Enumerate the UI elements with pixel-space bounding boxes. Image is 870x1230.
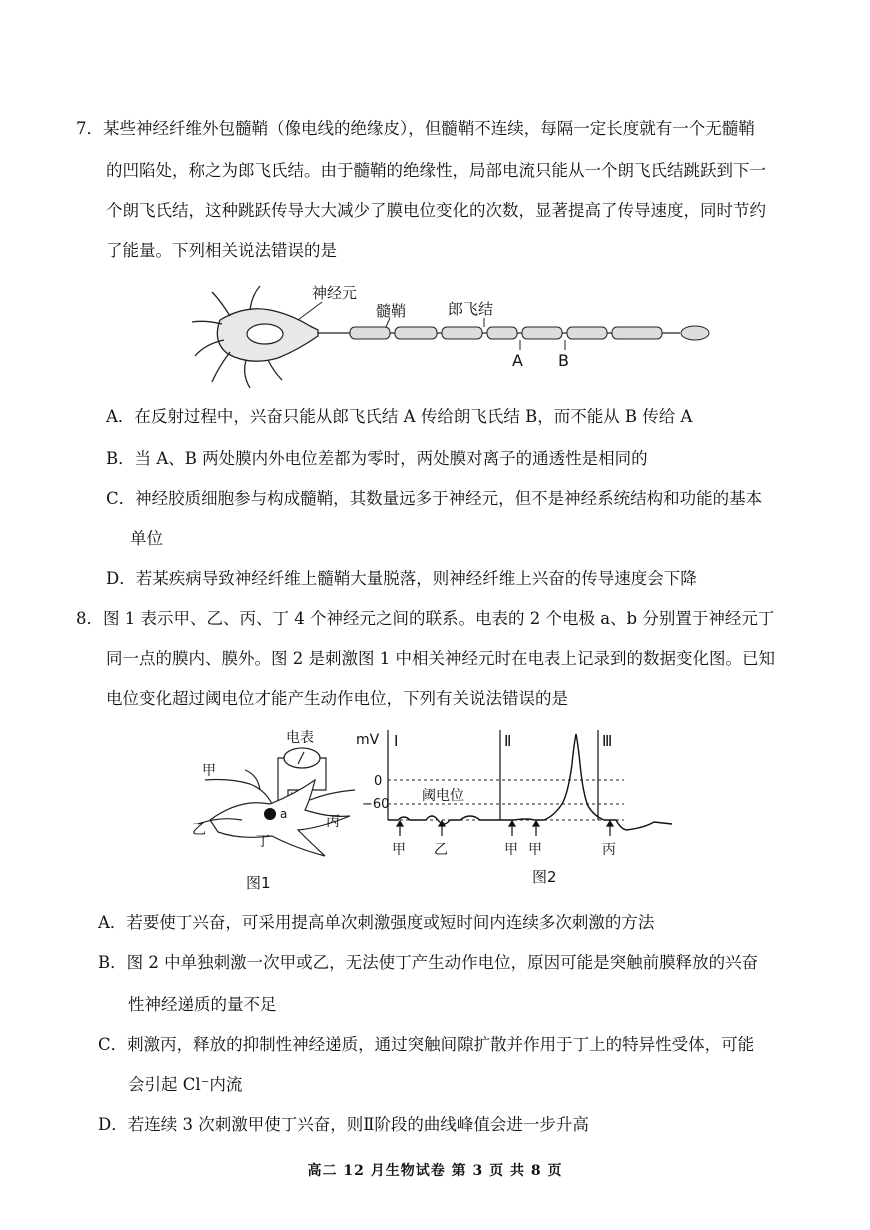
- tick-zero: 0: [374, 774, 383, 789]
- stim-yi: 乙: [434, 842, 448, 858]
- q7-line-4: 了能量。下列相关说法错误的是: [106, 241, 337, 260]
- label-B: B: [558, 351, 569, 370]
- q7-line-1: 7．某些神经纤维外包髓鞘（像电线的绝缘皮），但髓鞘不连续，每隔一定长度就有一个无髓鞘: [76, 119, 755, 138]
- q7-line-3: 个朗飞氏结，这种跳跃传导大大减少了膜电位变化的次数，显著提高了传导速度，同时节约: [106, 201, 766, 220]
- stim-bing: 丙: [602, 842, 616, 858]
- meter-icon: [284, 748, 320, 768]
- neuron-figure: [190, 280, 720, 390]
- label-myelin: 髓鞘: [376, 302, 407, 320]
- stage-2: Ⅱ: [504, 732, 512, 750]
- q8-option-b: B．图 2 中单独刺激一次甲或乙，无法使丁产生动作电位，原因可能是突触前膜释放的兴奋: [98, 953, 759, 972]
- stage-1: Ⅰ: [394, 732, 399, 750]
- q8-option-c: C．刺激丙，释放的抑制性神经递质，通过突触间隙扩散并作用于丁上的特异性受体，可能: [98, 1035, 755, 1054]
- q7-line-2: 的凹陷处，称之为郎飞氏结。由于髓鞘的绝缘性，局部电流只能从一个朗飞氏结跳跃到下一: [106, 161, 766, 180]
- figure-2: [354, 724, 684, 864]
- neuron-nucleus: [247, 324, 283, 344]
- q8-option-c-cont: 会引起 Cl⁻内流: [128, 1075, 243, 1094]
- q7-option-b: B．当 A、B 两处膜内外电位差都为零时，两处膜对离子的通透性是相同的: [106, 449, 648, 468]
- label-yi: 乙: [192, 822, 206, 838]
- label-a: a: [280, 807, 288, 821]
- label-unit: mV: [356, 732, 380, 748]
- stim-jia-2: 甲: [504, 842, 518, 858]
- myelin-segments: [350, 327, 662, 339]
- q8-line-2: 同一点的膜内、膜外。图 2 是刺激图 1 中相关神经元时在电表上记录到的数据变化图。已知: [106, 649, 775, 668]
- label-neuron: 神经元: [312, 284, 358, 302]
- label-node: 郎飞结: [448, 300, 494, 318]
- label-bing: 丙: [326, 814, 340, 830]
- neuron-jia-axon: [205, 780, 272, 805]
- q7-option-a: A．在反射过程中，兴奋只能从郎飞氏结 A 传给朗飞氏结 B，而不能从 B 传给 A: [106, 407, 693, 426]
- stage-3: Ⅲ: [602, 732, 613, 750]
- page-footer: 高二 12 月生物试卷 第 3 页 共 8 页: [307, 1163, 563, 1179]
- q8-line-1: 8．图 1 表示甲、乙、丙、丁 4 个神经元之间的联系。电表的 2 个电极 a、b 分别置于神经元丁: [76, 609, 775, 628]
- q7-option-d: D．若某疾病导致神经纤维上髓鞘大量脱落，则神经纤维上兴奋的传导速度会下降: [106, 569, 697, 588]
- q8-option-a: A．若要使丁兴奋，可采用提高单次刺激强度或短时间内连续多次刺激的方法: [98, 913, 655, 932]
- q7-option-c-cont: 单位: [130, 529, 163, 548]
- figure-1-caption: 图1: [246, 874, 271, 892]
- axon-terminal: [681, 326, 709, 340]
- label-jia: 甲: [202, 763, 216, 779]
- neuron-bing-axon: [310, 790, 355, 800]
- label-meter: 电表: [286, 730, 314, 746]
- threshold-label: 阈电位: [422, 788, 464, 804]
- figure-2-caption: 图2: [532, 868, 557, 886]
- stim-jia-3: 甲: [528, 842, 542, 858]
- stim-jia-1: 甲: [392, 842, 406, 858]
- label-A: A: [512, 351, 523, 370]
- q8-line-3: 电位变化超过阈电位才能产生动作电位，下列有关说法错误的是: [106, 689, 568, 708]
- figure-1: [190, 720, 360, 860]
- q7-option-c: C．神经胶质细胞参与构成髓鞘，其数量远多于神经元，但不是神经系统结构和功能的基本: [106, 489, 763, 508]
- potential-curve: [388, 734, 672, 830]
- label-ding: 丁: [256, 834, 270, 850]
- q8-option-d: D．若连续 3 次刺激甲使丁兴奋，则Ⅱ阶段的曲线峰值会进一步升高: [98, 1115, 589, 1134]
- q8-option-b-cont: 性神经递质的量不足: [128, 995, 277, 1014]
- electrode-a: [264, 808, 276, 820]
- tick-neg60: −60: [362, 797, 390, 812]
